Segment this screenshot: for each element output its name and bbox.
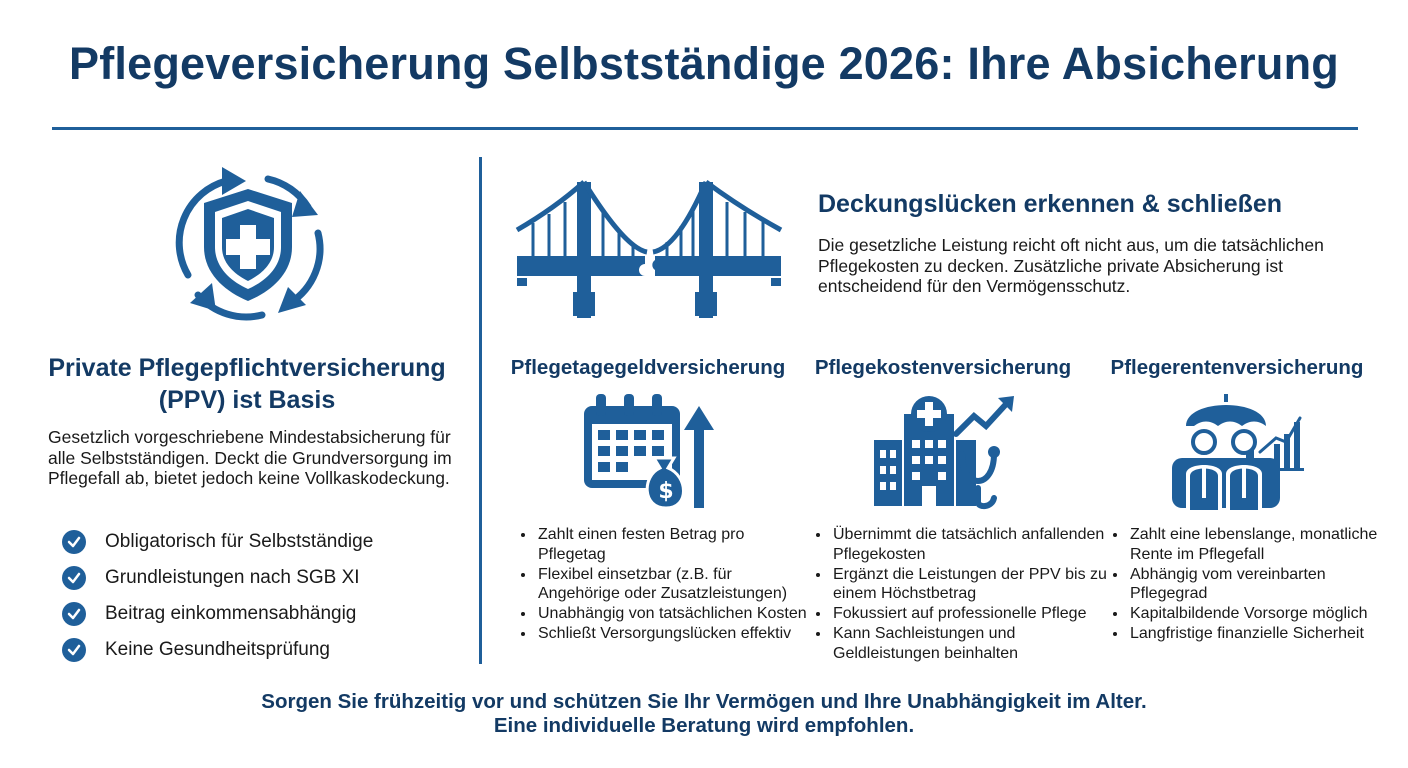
checkmark-icon <box>62 638 86 662</box>
column-bullets-pflegetagegeld <box>520 525 808 644</box>
bullet-item: • Flexibel einsetzbar (z.B. für Angehörige oder Zusatzleistungen) <box>536 565 808 605</box>
elderly-umbrella-icon <box>1168 392 1304 517</box>
checklist-item <box>62 524 462 560</box>
gap-title: Deckungslücken erkennen & schließen <box>818 190 1283 218</box>
bridge-gap-icon <box>515 168 783 325</box>
footer-line-2: Eine individuelle Beratung wird empfohlen. <box>493 714 915 737</box>
checklist-item <box>62 596 462 632</box>
bullet-item: • Abhängig vom vereinbarten Pflegegrad <box>1128 565 1394 605</box>
column-bullets-pflegekosten <box>815 525 1111 664</box>
svg-text:$: $ <box>658 479 674 504</box>
ppv-description: Gesetzlich vorgeschriebene Mindestabsicherung für alle Selbstständigen. Deckt die Grundversorgung im Pflegefall ab, bietet jedoch keine Vollkaskodeckung. <box>48 427 452 488</box>
checklist-label: Grundleistungen nach SGB XI <box>105 567 360 588</box>
hospital-stethoscope-icon <box>870 394 1020 517</box>
checklist-item <box>62 632 462 668</box>
bullet-item: • Zahlt eine lebenslange, monatliche Rente im Pflegefall <box>1128 525 1394 565</box>
ppv-title: Private Pflegepflichtversicherung (PPV) ist Basis <box>48 354 446 414</box>
checkmark-icon <box>62 530 86 554</box>
footer-line-1: Sorgen Sie frühzeitig vor und schützen Sie Ihr Vermögen und Ihre Unabhängigkeit im Alter. <box>261 690 1147 713</box>
title-divider <box>52 127 1358 130</box>
footer-note <box>0 690 1408 738</box>
page-title: Pflegeversicherung Selbstständige 2026: Ihre Absicherung <box>69 38 1339 89</box>
checklist-label: Keine Gesundheitsprüfung <box>105 639 330 660</box>
calendar-money-icon <box>578 392 718 515</box>
bullet-item: • Schließt Versorgungslücken effektiv <box>536 624 808 644</box>
bullet-item: • Langfristige finanzielle Sicherheit <box>1128 624 1394 644</box>
checklist-label: Beitrag einkommensabhängig <box>105 603 357 624</box>
bullet-item: • Zahlt einen festen Betrag pro Pflegetag <box>536 525 808 565</box>
column-title-pflegerente: Pflegerentenversicherung <box>1110 356 1364 379</box>
shield-cross-cycle-icon <box>160 155 336 336</box>
checklist-label: Obligatorisch für Selbstständige <box>105 531 374 552</box>
column-title-pflegetagegeld: Pflegetagegeldversicherung <box>510 356 786 379</box>
checkmark-icon <box>62 602 86 626</box>
bullet-item: • Unabhängig von tatsächlichen Kosten <box>536 604 808 624</box>
bullet-item: • Kapitalbildende Vorsorge möglich <box>1128 604 1394 624</box>
gap-description: Die gesetzliche Leistung reicht oft nicht aus, um die tatsächlichen Pflegekosten zu decken. Zusätzliche private Absicherung ist entscheidend für den Vermögensschutz. <box>818 235 1324 296</box>
checkmark-icon <box>62 566 86 590</box>
checklist-item <box>62 560 462 596</box>
bullet-item: • Kann Sachleistungen und Geldleistungen beinhalten <box>831 624 1111 664</box>
ppv-checklist <box>62 524 462 668</box>
bullet-item: • Ergänzt die Leistungen der PPV bis zu einem Höchstbetrag <box>831 565 1111 605</box>
column-title-pflegekosten: Pflegekostenversicherung <box>814 356 1072 379</box>
column-bullets-pflegerente <box>1112 525 1394 644</box>
bullet-item: • Fokussiert auf professionelle Pflege <box>831 604 1111 624</box>
bullet-item: • Übernimmt die tatsächlich anfallenden Pflegekosten <box>831 525 1111 565</box>
vertical-divider <box>479 157 482 664</box>
